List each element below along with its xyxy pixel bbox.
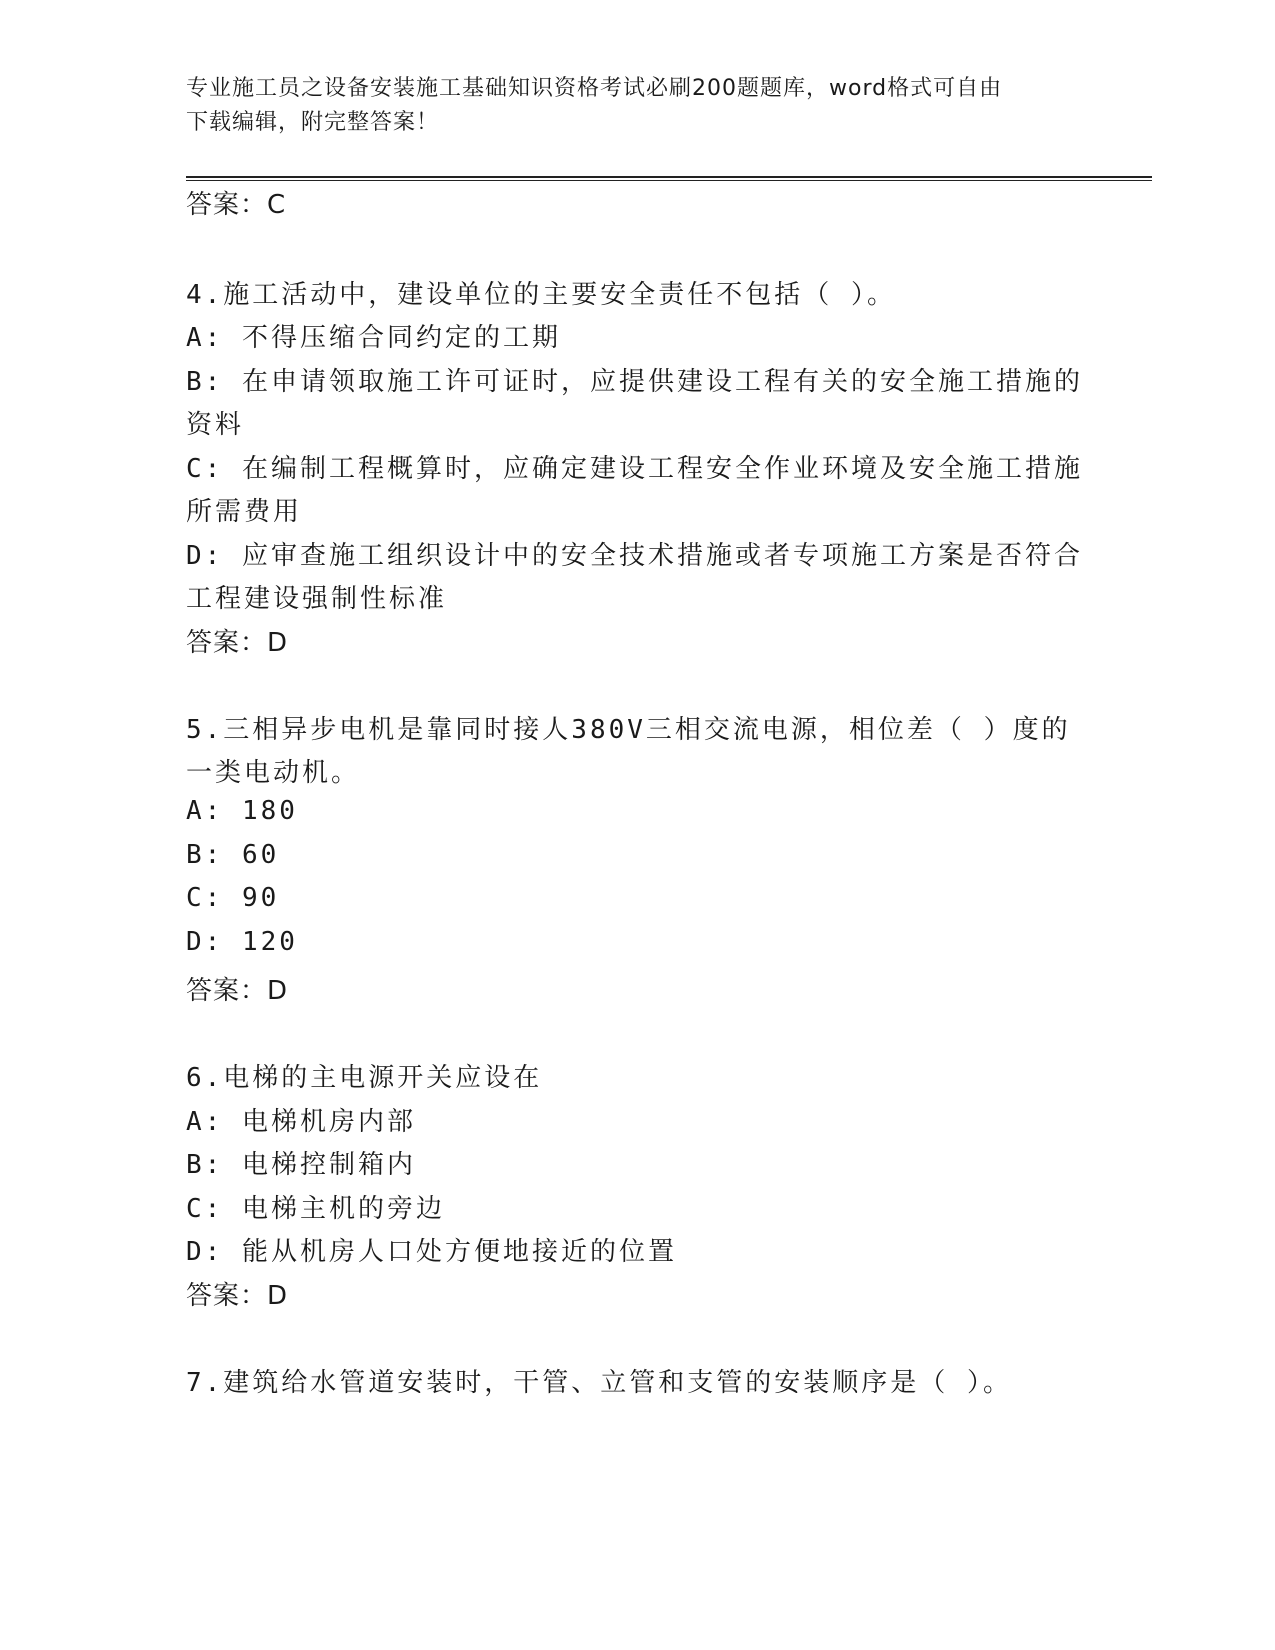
header-divider bbox=[186, 176, 1152, 181]
document-header bbox=[186, 72, 1066, 140]
question-4-option-b-line-2: 资料 bbox=[186, 410, 245, 440]
question-4-option-d-line-1: D: 应审查施工组织设计中的安全技术措施或者专项施工方案是否符合 bbox=[186, 541, 1083, 571]
question-4-option-c-line-1: C: 在编制工程概算时，应确定建设工程安全作业环境及安全施工措施 bbox=[186, 454, 1083, 484]
question-5-option-d: D: 120 bbox=[186, 927, 298, 957]
question-6-option-b: B: 电梯控制箱内 bbox=[186, 1150, 416, 1180]
question-6-option-d: D: 能从机房人口处方便地接近的位置 bbox=[186, 1237, 677, 1267]
question-4-option-b-line-1: B: 在申请领取施工许可证时，应提供建设工程有关的安全施工措施的 bbox=[186, 367, 1083, 397]
question-5-stem-line-2: 一类电动机。 bbox=[186, 758, 361, 788]
question-6-option-c: C: 电梯主机的旁边 bbox=[186, 1194, 445, 1224]
question-7-stem: 7.建筑给水管道安装时，干管、立管和支管的安装顺序是（ ）。 bbox=[186, 1368, 1012, 1398]
question-5-stem-line-1: 5.三相异步电机是靠同时接人380V三相交流电源，相位差（ ）度的 bbox=[186, 715, 1071, 745]
answer-q3: 答案：C bbox=[186, 190, 287, 220]
question-5-option-b: B: 60 bbox=[186, 840, 280, 870]
header-line-1: 专业施工员之设备安装施工基础知识资格考试必刷200题题库，word格式可自由 bbox=[186, 76, 1003, 101]
question-6-option-a: A: 电梯机房内部 bbox=[186, 1107, 416, 1137]
question-5-option-a: A: 180 bbox=[186, 796, 298, 826]
answer-q4: 答案：D bbox=[186, 628, 289, 658]
question-4-option-c-line-2: 所需费用 bbox=[186, 497, 303, 527]
question-4-stem: 4.施工活动中，建设单位的主要安全责任不包括（ ）。 bbox=[186, 280, 896, 310]
answer-q6: 答案：D bbox=[186, 1281, 289, 1311]
question-4-option-a: A: 不得压缩合同约定的工期 bbox=[186, 323, 561, 353]
question-6-stem: 6.电梯的主电源开关应设在 bbox=[186, 1063, 543, 1093]
header-line-2: 下载编辑，附完整答案！ bbox=[186, 110, 440, 135]
question-4-option-d-line-2: 工程建设强制性标准 bbox=[186, 584, 448, 614]
question-5-option-c: C: 90 bbox=[186, 883, 280, 913]
answer-q5: 答案：D bbox=[186, 976, 289, 1006]
